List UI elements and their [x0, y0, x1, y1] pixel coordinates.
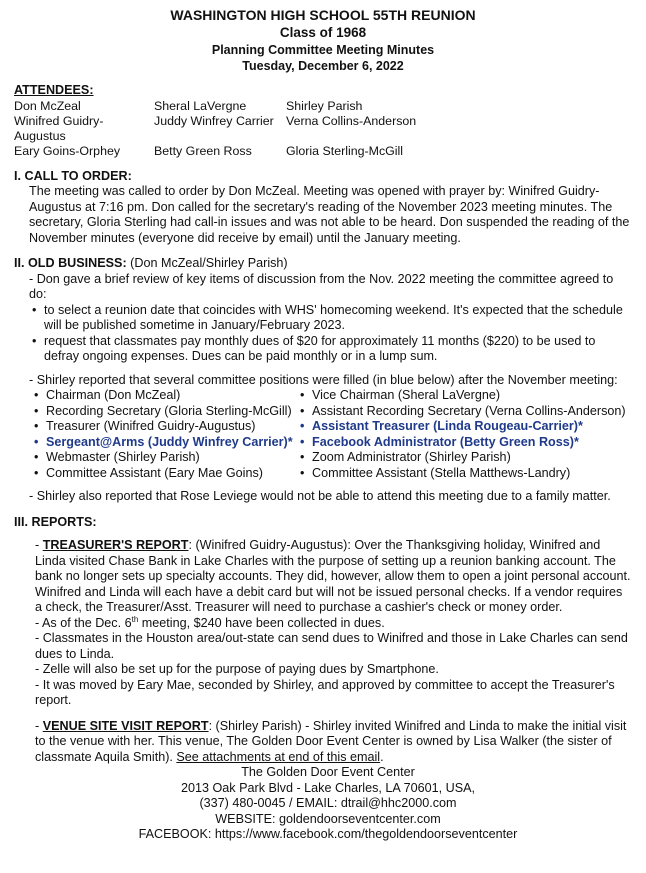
treasurer-item: - Zelle will also be set up for the purpose of paying dues by Smartphone.: [35, 662, 439, 676]
treasurer-item: - Classmates in the Houston area/out-state can send dues to Winifred and those in Lake Charles can send dues to Linda.: [35, 631, 628, 661]
dues-superscript: th: [131, 614, 139, 624]
attendee-name: Shirley Parish: [286, 98, 363, 113]
venue-phone-email[interactable]: (337) 480-0045 / EMAIL: dtrail@hhc2000.com: [199, 796, 457, 810]
position-item: • Committee Assistant (Stella Matthews-Landry): [300, 466, 580, 482]
filled-position-item: • Facebook Administrator (Betty Green Ross)*: [300, 435, 580, 451]
attendee-name: Winifred Guidry-Augustus: [14, 113, 104, 143]
filled-position-item: • Assistant Treasurer (Linda Rougeau-Carrier)*: [300, 419, 580, 435]
venue-report-period: .: [380, 749, 384, 764]
position-item: • Chairman (Don McZeal): [34, 388, 300, 404]
position-item: • Vice Chairman (Sheral LaVergne): [300, 388, 580, 404]
venue-report: - VENUE SITE VISIT REPORT: (Shirley Parish) - Shirley invited Winifred and Linda to make the initial visit to the venue with her. This venue, The Golden Door Event Center is owned by Lisa Walker (the sister of classmate Aquila Smith). See attachments at end of this email.: [35, 718, 627, 764]
call-to-order-text: The meeting was called to order by Don McZeal. Meeting was opened with prayer by: Winifred Guidry-Augustus at 7:16 pm. Don called for the secretary's reading of the November 2023 meeting minutes. The secretary, Gloria Sterling had call-in issues and was not able to be heard. Don suspended the reading of the November minutes (everyone did receive by email) until the January meeting.: [29, 184, 630, 245]
position-item: • Assistant Recording Secretary (Verna Collins-Anderson): [300, 404, 580, 420]
position-item: • Treasurer (Winifred Guidry-Augustus): [34, 419, 300, 435]
position-item: • Webmaster (Shirley Parish): [34, 450, 300, 466]
old-business-heading: II. OLD BUSINESS:: [14, 256, 127, 270]
header-class: Class of 1968: [279, 25, 367, 40]
venue-website[interactable]: WEBSITE: goldendoorseventcenter.com: [215, 811, 441, 826]
venue-address: 2013 Oak Park Blvd - Lake Charles, LA 70601, USA,: [180, 780, 476, 795]
old-business-title: [14, 256, 632, 272]
attendees-title: ATTENDEES:: [14, 83, 94, 97]
list-item: • to select a reunion date that coincides with WHS' homecoming weekend. It's expected that the schedule will be published sometime in January/February 2023.: [32, 303, 632, 334]
treasurer-report: - TREASURER'S REPORT: (Winifred Guidry-Augustus): Over the Thanksgiving holiday, Winifred and Linda visited Chase Bank in Lake Charles with the purpose of setting up a reunion banking account. The bank no longer sets up specialty accounts. They did, however, allow them to open a joint personal account. Winifred and Linda will each have a debit card but will not be issued personal checks. If a vendor requires a check, the Treasurer/Asst. Treasurer will need to purchase a cashier's check or money order.: [35, 538, 631, 614]
treasurer-report-label: TREASURER'S REPORT: [42, 538, 189, 552]
venue-report-label: VENUE SITE VISIT REPORT: [42, 718, 209, 733]
venue-address-block: [24, 765, 632, 843]
attendee-name: Gloria Sterling-McGill: [286, 143, 404, 158]
filled-position-item: • Sergeant@Arms (Juddy Winfrey Carrier)*: [34, 435, 300, 451]
attendee-name: Eary Goins-Orphey: [14, 143, 121, 158]
old-business-intro: - Don gave a brief review of key items of discussion from the Nov. 2022 meeting the committee agreed to do:: [29, 271, 614, 301]
document-header: [14, 6, 632, 74]
attendee-name: Juddy Winfrey Carrier: [154, 113, 274, 128]
reports-title: III. REPORTS:: [14, 514, 97, 529]
header-title: WASHINGTON HIGH SCHOOL 55TH REUNION: [170, 7, 476, 23]
committee-positions-list: [34, 388, 632, 481]
positions-intro: - Shirley reported that several committee positions were filled (in blue below) after the November meeting:: [29, 372, 618, 387]
list-item: • request that classmates pay monthly dues of $20 for approximately 11 months ($220) to be used to defray ongoing expenses. Dues can be paid monthly or in a lump sum.: [32, 334, 632, 365]
attendee-name: Don McZeal: [14, 98, 81, 113]
venue-report-text: : (Shirley Parish) - Shirley invited Winifred and Linda to make the initial visit to the venue with her. This venue, The Golden Door Event Center is owned by Lisa Walker (the sister of classmate Aquila Smith).: [35, 718, 627, 764]
attendees-list: [14, 99, 632, 159]
venue-facebook[interactable]: FACEBOOK: https://www.facebook.com/thegoldendoorseventcenter: [138, 827, 518, 841]
treasurer-item: - It was moved by Eary Mae, seconded by Shirley, and approved by committee to accept the Treasurer's report.: [35, 677, 615, 707]
dues-text-start: - As of the Dec. 6: [35, 615, 132, 630]
position-item: • Zoom Administrator (Shirley Parish): [300, 450, 580, 466]
old-business-leads: (Don McZeal/Shirley Parish): [130, 256, 288, 270]
treasurer-dues-collected: [35, 616, 632, 632]
attachments-link[interactable]: See attachments at end of this email: [176, 749, 381, 764]
dues-text-end: meeting, $240 have been collected in dues.: [138, 615, 385, 630]
position-item: • Recording Secretary (Gloria Sterling-McGill): [34, 404, 300, 420]
old-business-closing: - Shirley also reported that Rose Leviege would not be able to attend this meeting due to a family matter.: [29, 489, 611, 503]
attendee-name: Verna Collins-Anderson: [286, 113, 417, 128]
attendee-name: Betty Green Ross: [154, 143, 252, 158]
attendee-name: Sheral LaVergne: [154, 98, 247, 113]
header-subtitle: Planning Committee Meeting Minutes: [211, 43, 435, 57]
position-item: • Committee Assistant (Eary Mae Goins): [34, 466, 300, 482]
old-business-bullets: [32, 303, 632, 365]
header-date: Tuesday, December 6, 2022: [242, 59, 404, 73]
call-to-order-title: I. CALL TO ORDER:: [14, 168, 132, 183]
treasurer-report-text: : (Winifred Guidry-Augustus): Over the Thanksgiving holiday, Winifred and Linda visited Chase Bank in Lake Charles with the purpose of setting up a reunion banking account. The bank no longer sets up specialty accounts. They did, however, allow them to open a joint personal account. Winifred and Linda will each have a debit card but will not be issued personal checks. If a vendor requires a check, the Treasurer/Asst. Treasurer will need to purchase a cashier's check or money order.: [35, 538, 631, 614]
venue-name: The Golden Door Event Center: [241, 765, 415, 779]
